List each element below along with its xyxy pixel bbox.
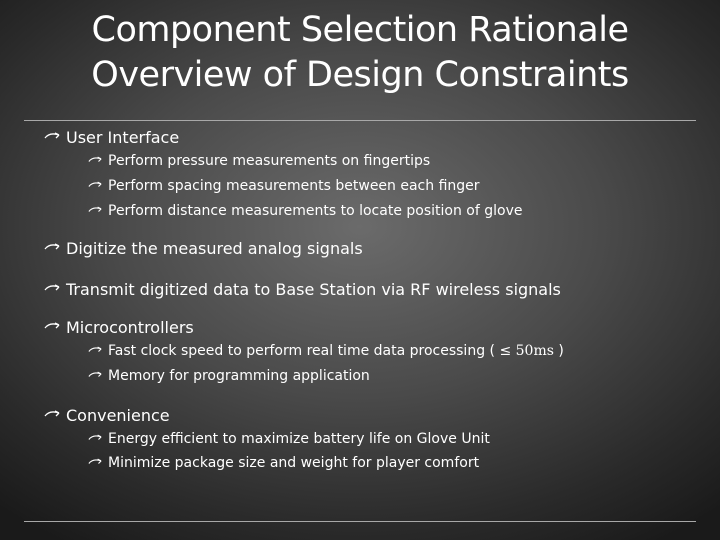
bullet-text: Transmit digitized data to Base Station via RF wireless signals	[66, 280, 561, 299]
bullet-text: Convenience	[66, 406, 170, 425]
arrow-bullet-icon	[88, 434, 102, 445]
sub-bullet-text: Perform spacing measurements between each finger	[108, 178, 480, 194]
sub-bullet-text	[108, 343, 564, 359]
arrow-bullet-icon	[88, 458, 102, 469]
bottom-divider	[24, 521, 696, 522]
arrow-bullet-icon	[88, 346, 102, 357]
sub-bullet	[88, 203, 522, 219]
bullet-text: Microcontrollers	[66, 318, 194, 337]
sub-bullet-suffix: )	[553, 343, 564, 359]
bullet-user-interface	[44, 128, 179, 147]
sub-bullet-text: Energy efficient to maximize battery life on Glove Unit	[108, 431, 490, 447]
sub-bullet	[88, 343, 564, 359]
sub-bullet	[88, 368, 370, 384]
sub-bullet-text: Perform pressure measurements on fingertips	[108, 153, 431, 169]
clock-limit-value: 50ms	[515, 343, 554, 359]
sub-bullet-text: Minimize package size and weight for player comfort	[108, 455, 480, 471]
arrow-bullet-icon	[88, 181, 102, 192]
arrow-bullet-icon	[88, 371, 102, 382]
arrow-bullet-icon	[44, 132, 60, 144]
bullet-transmit	[44, 280, 561, 299]
title-line-1: Component Selection Rationale	[91, 10, 629, 50]
sub-bullet-text: Memory for programming application	[108, 368, 370, 384]
arrow-bullet-icon	[44, 284, 60, 296]
bullet-microcontrollers	[44, 318, 194, 337]
sub-bullet-text: Perform distance measurements to locate position of glove	[108, 203, 523, 219]
title-line-2: Overview of Design Constraints	[91, 55, 629, 95]
sub-bullet	[88, 455, 479, 471]
bullet-text: Digitize the measured analog signals	[66, 239, 363, 258]
bullet-convenience	[44, 406, 170, 425]
sub-bullet-prefix: Fast clock speed to perform real time data processing ( ≤	[108, 343, 516, 359]
arrow-bullet-icon	[88, 206, 102, 217]
sub-bullet	[88, 178, 480, 194]
arrow-bullet-icon	[88, 156, 102, 167]
arrow-bullet-icon	[44, 243, 60, 255]
bullet-digitize	[44, 239, 363, 258]
arrow-bullet-icon	[44, 322, 60, 334]
arrow-bullet-icon	[44, 410, 60, 422]
sub-bullet	[88, 431, 490, 447]
bullet-text: User Interface	[66, 128, 180, 147]
sub-bullet	[88, 153, 430, 169]
